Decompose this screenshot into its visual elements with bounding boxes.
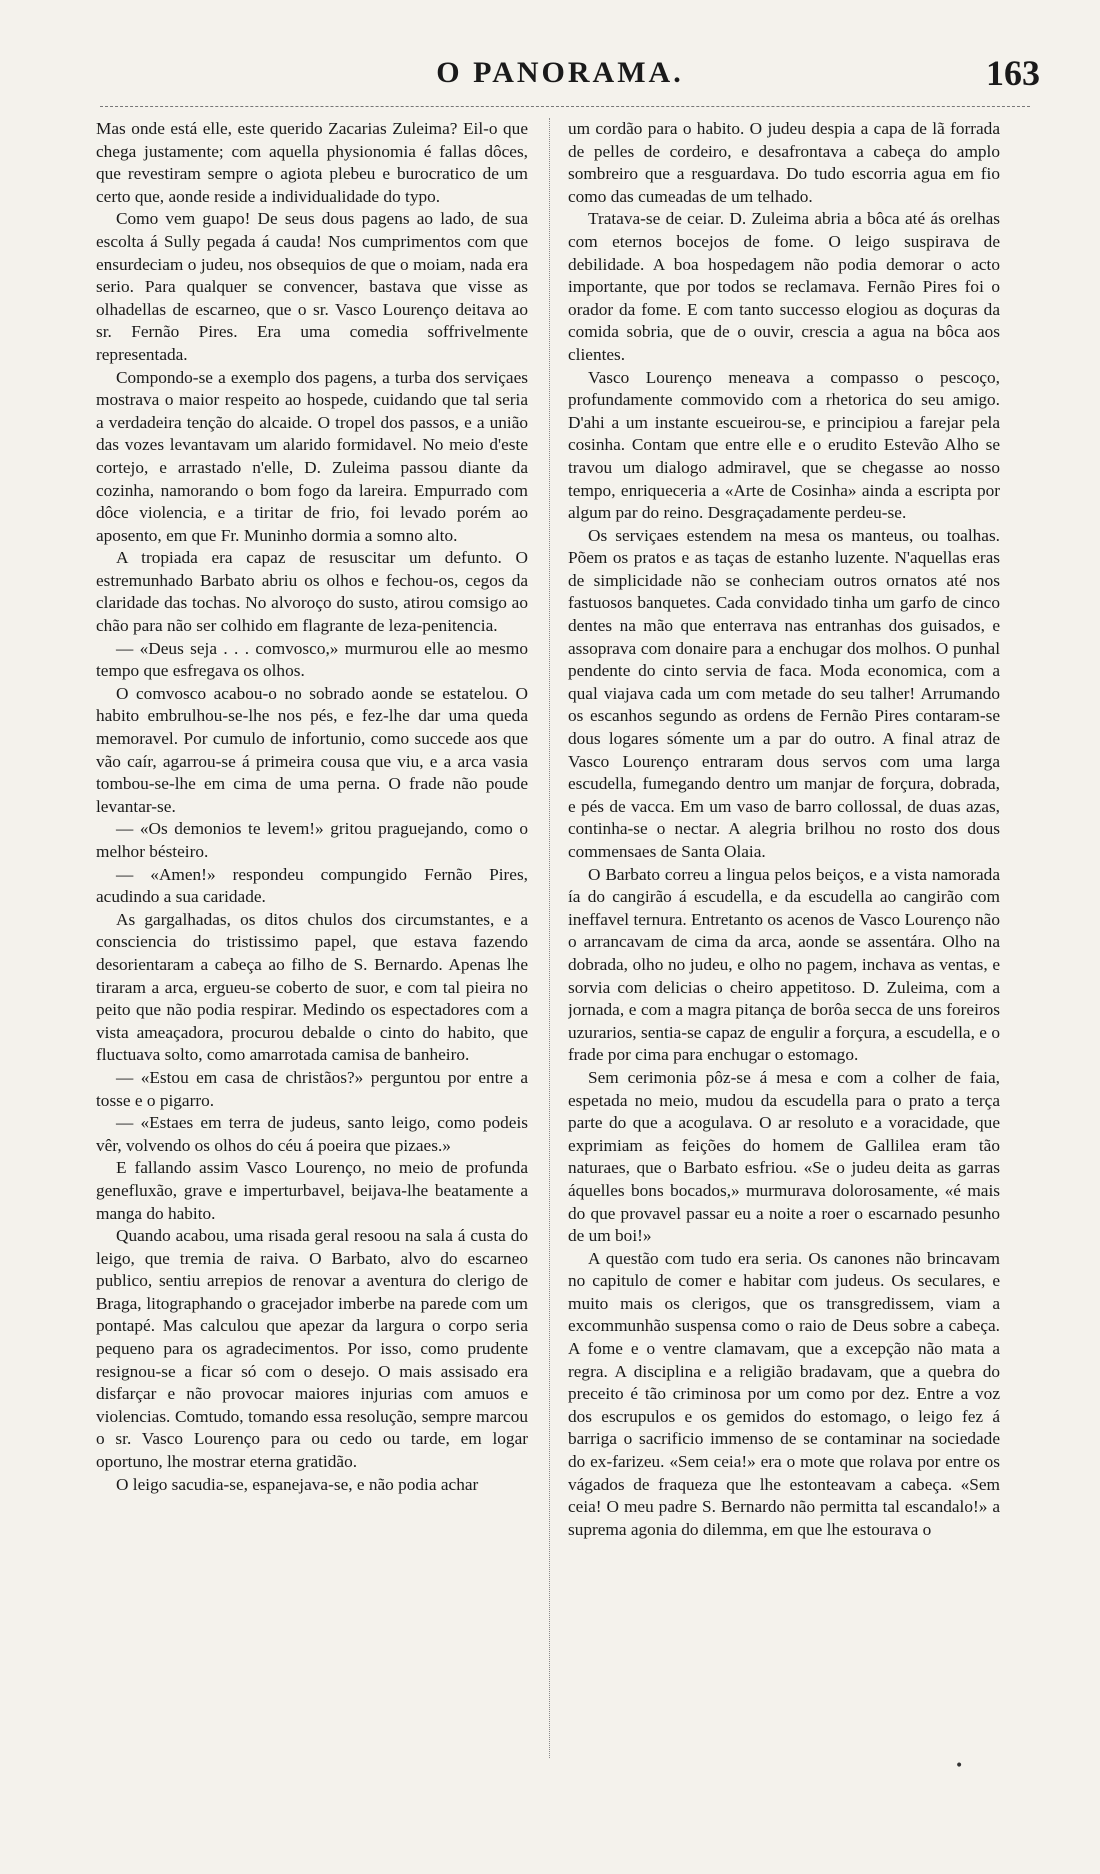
- paragraph: Quando acabou, uma risada geral resoou na sala á custa do leigo, que tremia de raiva. O Barbato, alvo do escarneo publico, sentiu arrepios de renovar a aventura do clerigo de Braga, litographando o gracejador imberbe na parede com um pontapé. Mas calculou que apezar da largura o corpo seria pequeno para os agradecimentos. Por isso, como prudente resignou-se a ficar só com o desejo. O mais assisado era disfarçar e não provocar maiores injurias com amuos e violencias. Comtudo, tomando essa resolução, sempre marcou o sr. Vasco Lourenço para ou cedo ou tarde, em logar oportuno, lhe mostrar eterna gratidão.: [96, 1226, 528, 1472]
- header-rule: [100, 106, 1030, 107]
- paragraph: A questão com tudo era seria. Os canones não brincavam no capitulo de comer e habitar com judeus. Os seculares, e muito mais os clerigos, que os transgredissem, viam a excommunhão suspensa como o raio de Deus sobre a cabeça. A fome e o ventre clamavam, que a excepção não mata a regra. A disciplina e a religião bradavam, que a quebra do preceito é tão criminosa por um como por dez. Entre a voz dos escrupulos e os gemidos do estomago, o leigo fez á barriga o sacrificio immenso de se contaminar na sociedade do ex-farizeu. «Sem ceia!» era o mote que rolava por entre os vágados de fraqueza que lhe estonteavam a cabeça. «Sem ceia! O meu padre S. Bernardo não permitta tal escandalo!» a suprema agonia do dilemma, em que lhe estourava o: [568, 1248, 1000, 1539]
- paragraph: Mas onde está elle, este querido Zacarias Zuleima? Eil-o que chega justamente; com aquella physionomia é fallas dôces, que revestiram sempre o agiota plebeu e burocratico de um certo que, aonde reside a individualidade do typo.: [96, 119, 528, 206]
- paragraph: Sem cerimonia pôz-se á mesa e com a colher de faia, espetada no meio, mudou da escudella para o prato a terça parte do que a acogulava. O ar resoluto e a voracidade, que exprimiam as feições do homem de Gallilea eram tão naturaes, que o Barbato esfriou. «Se o judeu deita as garras áquelles bons bocados,» murmurava dolorosamente, «é mais do que provavel passar eu a noite a roer o escarnado pesunho de um boi!»: [568, 1067, 1000, 1246]
- page-number: 163: [986, 53, 1040, 93]
- paragraph: E fallando assim Vasco Lourenço, no meio de profunda genefluxão, grave e imperturbavel, beijava-lhe beatamente a manga do habito.: [96, 1158, 528, 1223]
- paragraph: Vasco Lourenço meneava a compasso o pescoço, profundamente commovido com a rhetorica do seu amigo. D'ahi a um instante escueirou-se, e principiou a farejar pela cosinha. Contam que entre elle e o erudito Estevão Alho se travou um dialogo admiravel, que se chegasse ao nosso tempo, enriqueceria a «Arte de Cosinha» ainda a escripta por algum par do reino. Desgraçadamente perdeu-se.: [568, 367, 1000, 523]
- page-title: O PANORAMA.: [436, 56, 684, 89]
- paragraph: O comvosco acabou-o no sobrado aonde se estatelou. O habito embrulhou-se-lhe nos pés, e fez-lhe dar uma queda memoravel. Por cumulo de infortunio, como succede aos que vão caír, agarrou-se á primeira cousa que viu, e a arca vasia tombou-se-lhe em cima de uma perna. O frade não poude levantar-se.: [96, 683, 528, 816]
- paragraph: As gargalhadas, os ditos chulos dos circumstantes, e a consciencia do tristissimo papel, que estava fazendo desorientaram a cabeça ao filho de S. Bernardo. Apenas lhe tiraram a arca, ergueu-se coberto de suor, e com tal pieira no peito que não podia respirar. Medindo os espectadores com a vista ameaçadora, procurou debalde o cinto do habito, que fluctuava solto, como amarrotada camisa de banheiro.: [96, 909, 528, 1065]
- paragraph: O leigo sacudia-se, espanejava-se, e não podia achar: [116, 1474, 479, 1494]
- paragraph: — «Estou em casa de christãos?» perguntou por entre a tosse e o pigarro.: [96, 1067, 528, 1110]
- paragraph: Os serviçaes estendem na mesa os manteus, ou toalhas. Põem os pratos e as taças de estanho luzente. N'aquellas eras de simplicidade não se conheciam outros ornatos até nos fastuosos banquetes. Cada convidado tinha um garfo de cinco dentes na mão que enterrava nas entranhas dos guisados, e assoprava com donaire para a enchugar dos molhos. O punhal pendente do cinto servia de faca. Moda economica, com a qual viajava cada um com metade do seu talher! Arrumando os escanhos segundo as ordens de Fernão Pires contaram-se dous logares sómente um a par do outro. A final atraz de Vasco Lourenço entraram dous servos com uma larga escudella, fumegando dentro um manjar de forçura, dobrada, e pés de vacca. Em um vaso de barro collossal, de duas azas, continha-se o nectar. A alegria brilhou no rosto dos dous commensaes de Santa Olaia.: [568, 525, 1000, 861]
- ornament-mark: •: [955, 1758, 964, 1774]
- column-divider: [549, 118, 550, 1758]
- right-column: [568, 118, 1000, 1758]
- paragraph: Como vem guapo! De seus dous pagens ao lado, de sua escolta á Sully pegada á cauda! Nos cumprimentos com que ensurdeciam o judeu, nos obsequios de que o moiam, nada era serio. Para qualquer se convencer, bastava que visse as olhadellas de escarneo, que o sr. Vasco Lourenço deitava ao sr. Fernão Pires. Era uma comedia soffrivelmente representada.: [96, 209, 528, 364]
- page-header: [80, 52, 1040, 112]
- paragraph: — «Amen!» respondeu compungido Fernão Pires, acudindo a sua caridade.: [96, 864, 528, 907]
- paragraph: Tratava-se de ceiar. D. Zuleima abria a bôca até ás orelhas com eternos bocejos de fome. O leigo suspirava de debilidade. A boa hospedagem não podia demorar o acto importante, que por todos se reclamava. Fernão Pires foi o orador da fome. E com tanto successo elogiou as doçuras da comida sobria, que de o ouvir, crescia a agua na bôca aos clientes.: [568, 209, 1000, 364]
- paragraph: Compondo-se a exemplo dos pagens, a turba dos serviçaes mostrava o maior respeito ao hospede, cuidando que tal seria a verdadeira tenção do alcaide. O tropel dos passos, e a união das vozes levantavam um alarido formidavel. No meio d'este cortejo, e arrastado n'elle, D. Zuleima passou diante da cozinha, namorando o bom fogo da lareira. Empurrado com dôce violencia, e a tiritar de frio, foi levado porém ao aposento, em que Fr. Muninho dormia a somno alto.: [96, 367, 528, 545]
- paragraph: A tropiada era capaz de resuscitar um defunto. O estremunhado Barbato abriu os olhos e fechou-os, cegos da claridade das tochas. No alvoroço do susto, atirou comsigo ao chão para não ser colhido em flagrante de leza-penitencia.: [96, 548, 528, 636]
- paragraph: — «Deus seja . . . comvosco,» murmurou elle ao mesmo tempo que esfregava os olhos.: [96, 638, 528, 681]
- left-column: [96, 118, 528, 1758]
- paragraph: um cordão para o habito. O judeu despia a capa de lã forrada de pelles de cordeiro, e desafrontava a cabeça do amplo sombreiro que a resguardava. Do tudo escorria agua em fio como das cumeadas de um telhado.: [568, 119, 1000, 206]
- paragraph: — «Estaes em terra de judeus, santo leigo, como podeis vêr, volvendo os olhos do céu á poeira que pizaes.»: [96, 1113, 528, 1155]
- paragraph: O Barbato correu a lingua pelos beiços, e a vista namorada ía do cangirão á escudella, e da escudella ao cangirão com ineffavel ternura. Entretanto os acenos de Vasco Lourenço não o arrancavam de cima da arca, aonde se assentára. Olho na dobrada, olho no judeu, e olho no pagem, inchava as ventas, e sorvia com delicias o cheiro appetitoso. D. Zuleima, com a jornada, e com a magra pitança de borôa secca de uns foreiros uzurarios, sentia-se capaz de engulir a forçura, a escudella, e o frade por cima para enchugar o estomago.: [568, 864, 1000, 1065]
- paragraph: — «Os demonios te levem!» gritou praguejando, como o melhor bésteiro.: [96, 819, 528, 861]
